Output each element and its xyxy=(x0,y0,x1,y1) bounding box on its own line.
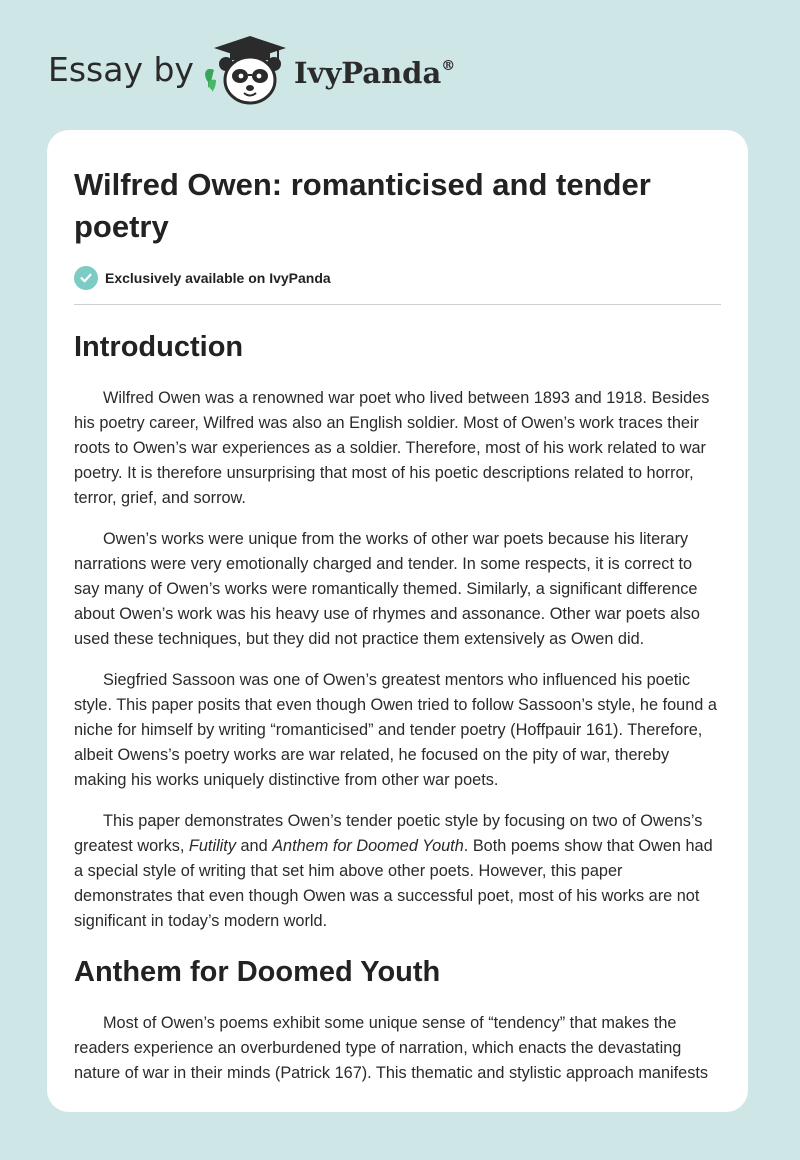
paragraph: Wilfred Owen was a renowned war poet who lived between 1893 and 1918. Besides his poetry career, Wilfred was also an English soldier. Most of Owen’s work traces their roots to Owen’s war experiences as a soldier. Therefore, most of his work related to war poetry. It is therefore unsurprising that most of his poetic descriptions related to horror, terror, grief, and sorrow. xyxy=(74,389,710,507)
section-introduction xyxy=(74,386,721,934)
registered-mark: ® xyxy=(441,58,456,74)
badge-label: Exclusively available on IvyPanda xyxy=(105,270,331,286)
paragraph: Owen’s works were unique from the works of other war poets because his literary narrations were very emotionally charged and tender. In some respects, it is correct to say many of Owen’s works were romantically themed. Similarly, a significant difference about Owen’s work was his heavy use of rhymes and assonance. Other war poets also used these techniques, but they did not practice them extensively as Owen did. xyxy=(74,530,700,648)
essay-title: Wilfred Owen: romanticised and tender poetry xyxy=(74,167,651,244)
paragraph: Most of Owen’s poems exhibit some unique sense of “tendency” that makes the readers experience an overburdened type of narration, which enacts the devastating nature of war in their minds (Patrick 167). This thematic and stylistic approach manifests xyxy=(74,1014,709,1082)
site-header xyxy=(0,0,800,130)
exclusive-badge xyxy=(74,266,721,290)
divider xyxy=(74,304,721,305)
work-title-anthem: Anthem for Doomed Youth xyxy=(272,837,464,855)
brand-name[interactable]: IvyPanda® xyxy=(294,56,456,90)
check-icon xyxy=(74,266,98,290)
panda-logo-icon[interactable] xyxy=(200,30,300,110)
essay-card xyxy=(47,130,748,1112)
paragraph: This paper demonstrates Owen’s tender poetic style by focusing on two of Owens’s greatest works, Futility and Anthem for Doomed Youth. Both poems show that Owen had a special style of writing that set him above other poets. However, this paper demonstrates that even though Owen was a successful poet, most of his works are not significant in today’s modern world. xyxy=(74,812,713,930)
paragraph: Siegfried Sassoon was one of Owen’s greatest mentors who influenced his poetic style. This paper posits that even though Owen tried to follow Sassoon’s style, he found a niche for himself by writing “romanticised” and tender poetry (Hoffpauir 161). Therefore, albeit Owens’s poetry works are war related, he focused on the pity of war, thereby making his works uniquely distinctive from other war poets. xyxy=(74,671,717,789)
section-heading-anthem: Anthem for Doomed Youth xyxy=(74,956,441,988)
section-anthem xyxy=(74,1011,721,1086)
work-title-futility: Futility xyxy=(188,837,236,855)
section-heading-introduction: Introduction xyxy=(74,331,244,363)
brand-prefix: Essay by xyxy=(48,50,194,89)
